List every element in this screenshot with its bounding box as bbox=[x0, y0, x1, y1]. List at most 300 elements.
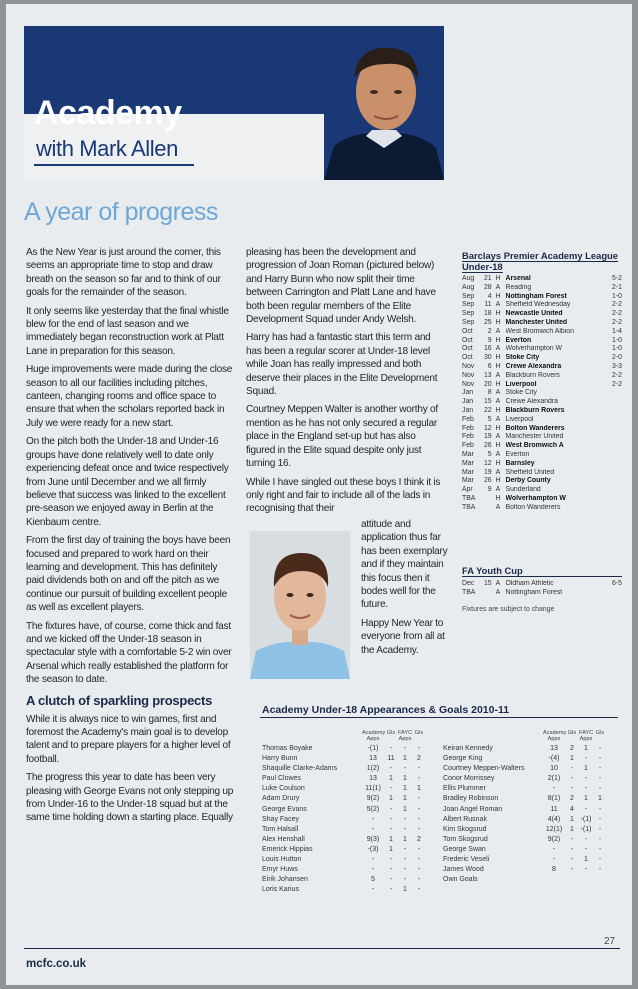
fixture-result: 2-2 bbox=[612, 371, 623, 379]
fixture-month: Jan bbox=[462, 389, 474, 397]
player-name: Ellis Plummer bbox=[443, 785, 486, 793]
fixture-venue: H bbox=[495, 292, 501, 300]
fixture-result bbox=[608, 495, 622, 504]
header-gls-label: Gls bbox=[414, 730, 424, 736]
player-name: Tom Skogsrud bbox=[443, 835, 488, 843]
fixture-opponent: Oldham Athletic bbox=[505, 580, 554, 587]
fixture-venue: A bbox=[495, 486, 501, 494]
header-apps: Apps bbox=[579, 736, 593, 743]
fixture-opponent: Wolverhampton W bbox=[505, 345, 563, 353]
academy-goals: 1 bbox=[570, 755, 574, 763]
fixture-month: Aug bbox=[462, 275, 475, 282]
league-title: Barclays Premier Academy League Under-18 bbox=[462, 250, 618, 272]
player-name: Paul Clowes bbox=[262, 775, 301, 783]
table-row bbox=[262, 764, 426, 774]
fayc-apps: 1 bbox=[584, 765, 588, 773]
fixture-opponent: Bolton Wanderers bbox=[505, 424, 565, 432]
academy-apps: 11(1) bbox=[365, 785, 381, 793]
fayc-apps: - bbox=[584, 785, 588, 793]
fixture-day: 9 bbox=[487, 486, 492, 494]
fixture-opponent: Nottingham Forest bbox=[505, 292, 567, 300]
fixture-result: 1-4 bbox=[612, 327, 623, 335]
league-fixtures bbox=[462, 250, 622, 513]
fixture-opponent: Manchester United bbox=[505, 433, 564, 441]
player-name: Louis Hutton bbox=[262, 856, 302, 864]
footer-website: mcfc.co.uk bbox=[26, 958, 87, 970]
fixture-venue: A bbox=[495, 283, 501, 291]
page-number: 27 bbox=[604, 936, 616, 947]
fayc-apps: - bbox=[584, 845, 588, 853]
academy-goals: - bbox=[570, 765, 574, 773]
fayc-apps: 1 bbox=[584, 856, 588, 864]
header-gls bbox=[565, 730, 579, 744]
fayc-goals: - bbox=[417, 775, 421, 783]
paragraph: The progress this year to date has been very pleasing with George Evans not only stepping up from Under-16 to the Under-18 squad but at the same time holding down a starting place. Equally bbox=[26, 772, 234, 824]
fixture-venue: A bbox=[495, 389, 501, 397]
fayc-goals: - bbox=[417, 866, 421, 874]
academy-goals: - bbox=[389, 825, 393, 833]
fixture-opponent: Manchester United bbox=[505, 318, 568, 326]
academy-goals: - bbox=[570, 775, 574, 783]
fayc-goals bbox=[593, 875, 607, 885]
player-name: Frederic Veseli bbox=[443, 856, 490, 864]
player-name: Albert Rusnak bbox=[443, 815, 487, 823]
fixture-venue: H bbox=[495, 380, 501, 388]
fixture-day: 19 bbox=[483, 468, 492, 476]
fixture-venue: H bbox=[495, 310, 501, 318]
fixture-venue: A bbox=[495, 398, 501, 406]
fixture-result bbox=[608, 504, 622, 513]
fixture-opponent: Wolverhampton W bbox=[505, 494, 566, 502]
fayc-goals: - bbox=[598, 845, 602, 853]
fixture-row bbox=[462, 372, 622, 381]
academy-goals: - bbox=[570, 835, 574, 843]
fixture-day: 15 bbox=[483, 398, 492, 406]
academy-goals: 1 bbox=[570, 825, 574, 833]
section-subtitle: with Mark Allen bbox=[36, 136, 178, 161]
fayc-goals: 2 bbox=[417, 835, 421, 843]
academy-apps: - bbox=[371, 886, 375, 894]
academy-goals: 1 bbox=[570, 815, 574, 823]
header-gls-label: Gls bbox=[567, 730, 577, 736]
fixture-result: 3-3 bbox=[612, 362, 623, 370]
academy-goals: 11 bbox=[387, 755, 395, 763]
fixture-venue: A bbox=[495, 345, 501, 353]
academy-apps: 8(1) bbox=[547, 795, 561, 803]
academy-apps: - bbox=[371, 866, 375, 874]
fayc-apps: 1 bbox=[403, 785, 407, 793]
fayc-goals: - bbox=[598, 745, 602, 752]
fixture-result bbox=[608, 398, 622, 407]
fixture-result bbox=[608, 442, 622, 451]
academy-goals: - bbox=[389, 866, 393, 874]
header-apps: Apps bbox=[366, 736, 380, 743]
fixture-result: 2-0 bbox=[612, 354, 623, 362]
player-name: Joan Angel Roman bbox=[443, 805, 503, 813]
academy-apps: 5 bbox=[371, 876, 375, 884]
article-column-2-wrap bbox=[361, 518, 451, 662]
paragraph: While it is always nice to win games, first and foremost the Academy's main goal is to develop talent and to prepare players for a higher level of football. bbox=[26, 713, 231, 765]
fixture-row bbox=[462, 293, 622, 302]
fixture-result: 5-2 bbox=[612, 275, 623, 282]
fixture-month: Mar bbox=[462, 459, 474, 467]
fixture-row bbox=[462, 398, 622, 407]
fixture-opponent: Derby County bbox=[505, 477, 551, 485]
fixture-result: 1-0 bbox=[612, 345, 623, 353]
academy-goals: - bbox=[570, 856, 574, 864]
fixture-venue: H bbox=[495, 477, 501, 485]
table-row bbox=[262, 784, 426, 794]
paragraph: pleasing has been the development and progression of Joan Roman (pictured below) and Harry Bunn who now split their time between Carrington and Platt Lane and have both been regular members of the Elite Development Squad under Andy Welsh. bbox=[246, 247, 436, 326]
academy-goals: - bbox=[389, 886, 393, 894]
fixture-result bbox=[608, 460, 622, 469]
paragraph: As the New Year is just around the corner, this seems an appropriate time to stop and draw breath on the season so far and to think of our goals for the remainder of the season. bbox=[26, 247, 221, 299]
header-academy: Academy bbox=[543, 730, 567, 736]
fixture-day: 26 bbox=[483, 442, 492, 450]
fixture-month: Mar bbox=[462, 450, 474, 458]
academy-goals: 1 bbox=[389, 775, 393, 783]
header-banner bbox=[24, 26, 444, 180]
player-name: Own Goals bbox=[443, 876, 478, 884]
fixture-row bbox=[462, 580, 622, 589]
fixture-day: 5 bbox=[487, 450, 492, 458]
player-name: George Swan bbox=[443, 845, 486, 853]
table-row bbox=[443, 815, 607, 825]
player-photo bbox=[250, 531, 350, 679]
fixture-opponent: Bolton Wanderers bbox=[505, 503, 561, 511]
academy-apps: - bbox=[371, 815, 375, 823]
table-row bbox=[443, 744, 607, 754]
header-academy-apps bbox=[543, 730, 565, 744]
fixture-venue: H bbox=[495, 362, 501, 370]
fixture-venue: A bbox=[495, 468, 501, 476]
header-fayc-apps bbox=[579, 730, 593, 744]
fixture-day: 22 bbox=[483, 406, 492, 414]
appearances-table-left bbox=[262, 730, 426, 895]
fixture-result bbox=[608, 416, 622, 425]
academy-apps: 9(2) bbox=[366, 795, 380, 803]
paragraph: Huge improvements were made during the close season to all our facilities including pitches, canteen, changing rooms and office space to ensure that when the scholars reported back in July we were ready for a new start. bbox=[26, 364, 233, 429]
article-column-2 bbox=[246, 246, 446, 521]
table-row bbox=[262, 815, 426, 825]
academy-apps: 13 bbox=[550, 745, 558, 752]
fixture-row bbox=[462, 495, 622, 504]
paragraph: attitude and application thus far has been exemplary and if they maintain this focus then it bodes well for the future. bbox=[361, 519, 448, 611]
fixture-row bbox=[462, 363, 622, 372]
fixture-month: Dec bbox=[462, 580, 475, 587]
academy-apps: 2(1) bbox=[547, 775, 561, 783]
academy-goals: 4 bbox=[570, 805, 574, 813]
fayc-apps: - bbox=[403, 845, 407, 853]
fixture-venue: H bbox=[495, 354, 501, 362]
fixture-month: Aug bbox=[462, 283, 475, 291]
fixture-venue: H bbox=[495, 406, 501, 414]
player-name: George Evans bbox=[262, 805, 307, 813]
fayc-goals: 2 bbox=[417, 755, 421, 763]
fayc-goals: - bbox=[598, 755, 602, 763]
fayc-goals: - bbox=[417, 856, 421, 864]
academy-goals: - bbox=[389, 745, 393, 752]
fayc-apps: 1 bbox=[403, 795, 407, 803]
fixture-venue: H bbox=[495, 459, 501, 467]
fixture-month: Feb bbox=[462, 415, 474, 423]
fayc-goals: - bbox=[417, 886, 421, 894]
table-row bbox=[262, 885, 426, 895]
fixture-opponent: Crewe Alexandra bbox=[505, 362, 562, 370]
table-row bbox=[262, 754, 426, 764]
fixture-row bbox=[462, 407, 622, 416]
paragraph: From the first day of training the boys have been focused and prepared to work hard on their learning and development. This has definitely paid dividends both on and off the pitch as we continue our pursuit of building excellent people as well as excellent players. bbox=[26, 535, 231, 614]
fixture-opponent: Sheffield United bbox=[505, 468, 555, 476]
player-name: Thomas Boyake bbox=[262, 745, 313, 752]
academy-goals: 2 bbox=[570, 795, 574, 803]
fixture-opponent: Reading bbox=[505, 283, 532, 291]
player-name: Alex Henshall bbox=[262, 835, 305, 843]
player-name: Bradley Robinson bbox=[443, 795, 499, 803]
fixture-result: 2-2 bbox=[612, 318, 623, 326]
fixture-venue: H bbox=[495, 424, 501, 432]
fixture-month: Mar bbox=[462, 477, 474, 485]
table-row bbox=[443, 845, 607, 855]
fixture-result: 6-5 bbox=[612, 580, 623, 587]
academy-goals: - bbox=[389, 856, 393, 864]
fixture-result bbox=[608, 589, 622, 598]
academy-goals: - bbox=[389, 805, 393, 813]
fixture-row bbox=[462, 589, 622, 598]
fayc-apps bbox=[579, 875, 593, 885]
table-row bbox=[443, 825, 607, 835]
fixture-month: Mar bbox=[462, 468, 474, 476]
fixture-row bbox=[462, 469, 622, 478]
fixture-day bbox=[482, 589, 496, 598]
fixture-day: 12 bbox=[483, 424, 492, 432]
fixture-row bbox=[462, 486, 622, 495]
paragraph: While I have singled out these boys I think it is only right and fair to include all of the lads in recognising that their bbox=[246, 476, 441, 515]
fixture-opponent: Stoke City bbox=[505, 389, 537, 397]
fixture-month: Nov bbox=[462, 380, 475, 388]
academy-apps: - bbox=[371, 856, 375, 864]
academy-apps: 10 bbox=[550, 765, 558, 773]
fayc-apps: - bbox=[584, 805, 588, 813]
fayc-apps: - bbox=[403, 876, 407, 884]
academy-goals: - bbox=[570, 866, 574, 874]
fixture-month: Nov bbox=[462, 371, 475, 379]
fayc-apps: 1 bbox=[584, 745, 588, 752]
divider bbox=[260, 717, 618, 718]
fixture-opponent: Stoke City bbox=[505, 354, 540, 362]
fayc-goals: 1 bbox=[598, 795, 602, 803]
fayc-apps: - bbox=[584, 755, 588, 763]
table-header bbox=[443, 730, 607, 744]
table-row bbox=[262, 845, 426, 855]
fixture-row bbox=[462, 451, 622, 460]
fixtures-note: Fixtures are subject to change bbox=[462, 605, 555, 613]
academy-apps: - bbox=[552, 845, 556, 853]
fixture-venue: A bbox=[495, 433, 501, 441]
header-academy-apps bbox=[362, 730, 384, 744]
player-name: Tom Halsall bbox=[262, 825, 299, 833]
fayc-apps: 1 bbox=[403, 755, 407, 763]
fixture-venue: H bbox=[495, 275, 501, 282]
fayc-goals: - bbox=[598, 775, 602, 783]
header-fayc: FAYC bbox=[579, 730, 594, 736]
fixture-day: 2 bbox=[487, 327, 492, 335]
academy-goals bbox=[565, 875, 579, 885]
fixture-day: 28 bbox=[483, 283, 492, 291]
fixture-result bbox=[608, 451, 622, 460]
fixture-venue: H bbox=[495, 336, 501, 344]
fayc-apps: - bbox=[403, 825, 407, 833]
player-name: George King bbox=[443, 755, 483, 763]
fayc-goals: - bbox=[417, 876, 421, 884]
academy-apps: -(3) bbox=[367, 845, 379, 853]
fixture-opponent: West Bromwich Albion bbox=[505, 327, 574, 335]
table-row bbox=[443, 774, 607, 784]
fixture-result bbox=[608, 486, 622, 495]
fayc-goals: - bbox=[598, 835, 602, 843]
fixture-month: Apr bbox=[462, 486, 473, 494]
fixture-day: 30 bbox=[483, 354, 492, 362]
header-fayc: FAYC bbox=[398, 730, 413, 736]
fixture-venue: A bbox=[495, 503, 501, 511]
fixture-row bbox=[462, 354, 622, 363]
table-row bbox=[443, 754, 607, 764]
fixture-result bbox=[608, 407, 622, 416]
fixture-day: 25 bbox=[483, 318, 492, 326]
fixture-day: 8 bbox=[487, 389, 492, 397]
fayc-goals: - bbox=[598, 825, 602, 833]
header-apps: Apps bbox=[547, 736, 561, 743]
fixture-result bbox=[608, 469, 622, 478]
fixture-venue: A bbox=[495, 580, 501, 587]
table-row bbox=[443, 764, 607, 774]
fixture-month: Oct bbox=[462, 327, 473, 335]
academy-apps: 11 bbox=[550, 805, 558, 813]
paragraph: It only seems like yesterday that the final whistle blew for the end of last season and we immediately began reconstruction work at Platt Lane in preparation for this season. bbox=[26, 305, 229, 357]
header-apps: Apps bbox=[398, 736, 412, 743]
fixture-day: 19 bbox=[483, 433, 492, 441]
fixture-opponent: West Bromwich A bbox=[505, 442, 564, 450]
fixture-result: 2-2 bbox=[612, 380, 623, 388]
fayc-apps: - bbox=[403, 856, 407, 864]
fixture-venue: A bbox=[495, 371, 501, 379]
header-spacer bbox=[262, 730, 362, 744]
header-academy: Academy bbox=[362, 730, 386, 736]
table-row bbox=[262, 805, 426, 815]
subtitle-underline bbox=[34, 164, 194, 166]
fixture-row bbox=[462, 416, 622, 425]
fayc-goals: - bbox=[417, 795, 421, 803]
table-row bbox=[262, 875, 426, 885]
fixture-day: 26 bbox=[483, 477, 492, 485]
fixture-month: Feb bbox=[462, 442, 474, 450]
header-fayc-apps bbox=[398, 730, 412, 744]
fixture-row bbox=[462, 504, 622, 513]
fixture-row bbox=[462, 442, 622, 451]
table-row bbox=[443, 805, 607, 815]
fixture-day: 20 bbox=[483, 380, 492, 388]
fixture-opponent: Sunderland bbox=[505, 486, 541, 494]
academy-goals: - bbox=[570, 785, 574, 793]
fixture-opponent: Everton bbox=[505, 336, 532, 344]
fixture-row bbox=[462, 345, 622, 354]
fixture-row bbox=[462, 337, 622, 346]
fixture-opponent: Nottingham Forest bbox=[505, 588, 563, 596]
academy-goals: - bbox=[389, 815, 393, 823]
academy-apps: 13 bbox=[369, 755, 377, 763]
academy-goals: - bbox=[389, 785, 393, 793]
player-name: Luke Coulson bbox=[262, 785, 305, 793]
table-row bbox=[262, 865, 426, 875]
fixture-month: Oct bbox=[462, 336, 473, 344]
player-name: Adam Drury bbox=[262, 795, 300, 803]
academy-goals: 1 bbox=[389, 845, 393, 853]
fixture-list bbox=[462, 275, 622, 513]
fixture-opponent: Blackburn Rovers bbox=[505, 371, 560, 379]
fixture-month: TBA bbox=[462, 503, 476, 511]
fayc-apps: - bbox=[403, 765, 407, 773]
fixture-opponent: Crewe Alexandra bbox=[505, 398, 558, 406]
paragraph: Courtney Meppen Walter is another worthy of mention as he has not only secured a regular place in the England set-up but has also figured in the Elite squad despite only just turning 16. bbox=[246, 404, 438, 470]
table-row bbox=[443, 865, 607, 875]
fayc-apps: 1 bbox=[403, 835, 407, 843]
fayc-goals: - bbox=[598, 805, 602, 813]
paragraph: The fixtures have, of course, come thick and fast and we kicked off the Under-18 season in spectacular style with a comfortable 5-2 win over Arsenal which really established the platform for the season to date. bbox=[26, 620, 232, 686]
fayc-apps: 1 bbox=[403, 775, 407, 783]
fayc-apps: -(1) bbox=[580, 815, 592, 823]
fixture-row bbox=[462, 389, 622, 398]
fixture-venue: A bbox=[495, 415, 501, 423]
fixture-month: Sep bbox=[462, 292, 475, 300]
academy-apps: 8 bbox=[552, 866, 556, 874]
fixture-opponent: Liverpool bbox=[505, 415, 534, 423]
fixture-result bbox=[608, 477, 622, 486]
fa-youth-cup bbox=[462, 565, 622, 613]
fixture-month: TBA bbox=[462, 588, 476, 596]
fixture-result bbox=[608, 425, 622, 434]
fixture-opponent: Newcastle United bbox=[505, 310, 563, 318]
fixture-row bbox=[462, 433, 622, 442]
fixture-month: Oct bbox=[462, 345, 473, 353]
fixture-day: 18 bbox=[483, 310, 492, 318]
academy-apps: - bbox=[552, 856, 556, 864]
academy-apps: - bbox=[371, 825, 375, 833]
fixture-result: 2-2 bbox=[612, 310, 623, 318]
player-name: Conor Morrissey bbox=[443, 775, 495, 783]
fixture-month: Feb bbox=[462, 433, 474, 441]
academy-apps: -(4) bbox=[548, 755, 560, 763]
paragraph: On the pitch both the Under-18 and Under-16 groups have done relatively well to date only experiencing defeat once and twice respectively from June until December and we all firmly believe that success was linked to the excellent pre-season we enjoyed away in Berlin at the Kienbaum centre. bbox=[26, 436, 229, 528]
fixture-row bbox=[462, 328, 622, 337]
fixture-month: Jan bbox=[462, 398, 474, 406]
fayc-goals: - bbox=[417, 745, 421, 752]
player-name: Keiran Kennedy bbox=[443, 745, 493, 752]
fayc-apps: -(1) bbox=[580, 825, 592, 833]
fayc-goals: - bbox=[598, 765, 602, 773]
academy-goals: - bbox=[389, 876, 393, 884]
table-row bbox=[443, 784, 607, 794]
header-gls bbox=[384, 730, 398, 744]
fixture-row bbox=[462, 310, 622, 319]
fa-cup-title: FA Youth Cup bbox=[462, 565, 622, 577]
fixture-month: Feb bbox=[462, 424, 474, 432]
fayc-goals: 1 bbox=[417, 785, 421, 793]
fayc-goals: - bbox=[598, 785, 602, 793]
fixture-result: 1-0 bbox=[612, 336, 623, 344]
fixture-day: 16 bbox=[483, 345, 492, 353]
fixture-month: TBA bbox=[462, 494, 476, 502]
player-name: Emyr Huws bbox=[262, 866, 298, 874]
